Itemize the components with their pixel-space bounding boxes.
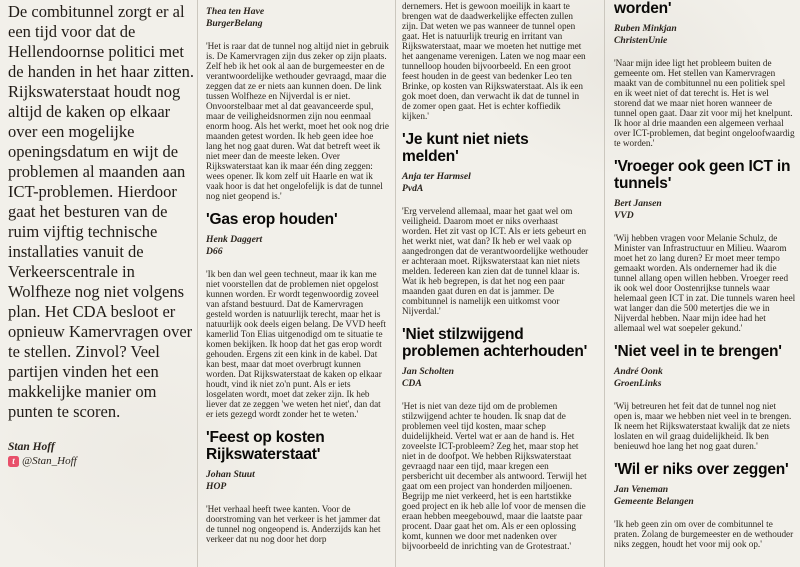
quote-body: 'Het is raar dat de tunnel nog altijd niet in gebruik is. De Kamervragen zijn dus zeker op zijn plaats. Zelf heb ik het ook al aan de burgemeester en de verantwoordelijke wethouder gevraagd, maar die zeggen dat ze er niets aan kunnen doen. De link tussen Wolfheze en Nijverdal is er niet. Onvoorstelbaar met al dat geavanceerde spul, maar de veiligheidsnormen zijn nou eenmaal enorm hoog. Als het werkt, moet het ook nog drie maanden getest worden. Ik heb geen idee hoe lang het nog gaat duren. Wat dat betreft weet ik niet meer dan de meeste leken. Over Rijkswaterstaat kan ik maar één ding zeggen: wees opener. Ik kom zelf uit Haarle en wat ik vaak hoor is dat het ongelofelijk is dat de tunnel nog niet geopend is.' [206, 41, 389, 201]
quote-attribution [206, 6, 390, 29]
quote-body: 'Het is niet van deze tijd om de problemen stilzwijgend achter te houden. Ik snap dat de problemen veel tijd kosten, maar schep duidelijkheid. Vertel wat er aan de hand is. Het zoveelste ICT-probleem? Zeg het, maar stop het niet in de doofpot. We hebben Rijkswaterstaat gevraagd naar een tijd, maar kregen een persbericht uit december als antwoord. Terwijl het gaat om een project van honderden miljoenen. Begrijp me niet verkeerd, het is een hartstikke goed project en ik heb alle lof voor de mensen die eraan hebben meegebouwd, maar die laatste paar procent. Daar gaat het om. Als er een oplossing komt, kunnen we door met nadenken over bijvoorbeeld de inrichting van de Grotestraat.' [402, 401, 587, 551]
column-burgerbelang [206, 0, 390, 544]
byline [8, 440, 194, 468]
column-right [614, 0, 796, 549]
quote-attribution [614, 484, 796, 507]
party-label: HOP [206, 480, 227, 492]
politician-name: André Oonk [614, 366, 663, 377]
twitter-icon: t [8, 456, 19, 467]
quote-attribution [402, 366, 589, 389]
quote-attribution [402, 171, 589, 194]
party-label: CDA [402, 377, 422, 389]
intro-paragraph: De combitunnel zorgt er al een tijd voor dat de Hellendoornse politici met de handen in het haar zitten. Rijkswaterstaat houdt nog altijd de kaken op elkaar over een mogelijke openingsdatum en wijt de problemen al maanden aan ICT-problemen. Hierdoor gaat het besturen van de ruim vijftig technische installaties vanuit de Verkeerscentrale in Wolfheze nog niet volgens plan. Het CDA besloot er opnieuw Kamervragen over te stellen. Zinvol? Veel partijen vinden het een makkelijke manier om punten te scoren. [8, 2, 195, 421]
party-label: GroenLinks [614, 377, 662, 389]
quote-body: 'Wij betreuren het feit dat de tunnel nog niet open is, maar we hebben niet veel in te brengen. Ik neem het Rijkswaterstaat kwalijk dat ze niets loslaten en wil graag duidelijkheid. Ik ben benieuwd hoe lang het nog gaat duren.' [614, 401, 792, 451]
quote-headline: 'Niet veel in te brengen' [614, 343, 782, 360]
quote-attribution [206, 234, 390, 257]
quote-body: 'Naar mijn idee ligt het probleem buiten de gemeente om. Het stellen van Kamervragen maakt van de combitunnel nu een politiek spel en ik weet niet of dat terecht is. Het is wel storend dat we maar niet horen wanneer de tunnel open gaat. Daar zit voor mij het knelpunt. Ik hoor al drie maanden een algemeen verhaal over ICT-problemen, dat begint ongeloofwaardig te worden.' [614, 58, 795, 148]
party-label: D66 [206, 245, 223, 257]
party-label: ChristenUnie [614, 34, 668, 46]
quote-headline: 'Feest op kosten Rijkswaterstaat' [206, 429, 325, 463]
politician-name: Thea ten Have [206, 6, 265, 17]
author-twitter [8, 454, 194, 468]
politician-name: Jan Veneman [614, 484, 669, 495]
column-divider [604, 0, 605, 567]
quote-body: 'Wij hebben vragen voor Melanie Schulz, de Minister van Infrastructuur en Milieu. Waarom moet het zo lang duren? Er moet meer tempo gemaakt worden. Als ondernemer had ik die tunnel allang open willen hebben. Vroeger reed ik ook wel door Oostenrijkse tunnels waar helemaal geen ICT in zat. Die tunnels waren heel wat langer dan die 500 metertjes die we in Nijverdal hebben. Naar mijn idee had het allemaal wel wat soepeler gekund.' [614, 233, 796, 333]
twitter-handle: @Stan_Hoff [22, 455, 77, 467]
quote-attribution [614, 23, 796, 46]
intro-column [8, 2, 194, 468]
quote-attribution [614, 366, 796, 389]
quote-headline: 'Vroeger ook geen ICT in tunnels' [614, 158, 791, 192]
politician-name: Bert Jansen [614, 198, 662, 209]
politician-name: Jan Scholten [402, 366, 454, 377]
quote-body: 'Ik heb geen zin om over de combitunnel te praten. Zolang de burgemeester en de wethouder niks zeggen, houdt het voor mij ook op.' [614, 519, 794, 549]
party-label: VVD [614, 209, 634, 221]
party-label: Gemeente Belangen [614, 495, 694, 507]
quote-attribution [614, 198, 796, 221]
quote-headline-fragment: worden' [614, 0, 672, 17]
quote-body: 'Erg vervelend allemaal, maar het gaat wel om veiligheid. Daarom moet er niks overhaast worden. Het zit vast op ICT. Als er iets gebeurt en het werkt niet, wat dan? Ik heb er wel vaak op aangedrongen dat de verantwoordelijke wethouder er achteraan moet. Rijkswaterstaat kan niet niets melden. Iedereen kan zien dat de tunnel klaar is. Wat ik heb begrepen, is dat het nog een paar maanden gaat duren en dat is jammer. De combitunnel is namelijk een uitkomst voor Nijverdal.' [402, 206, 589, 316]
quote-headline: 'Wil er niks over zeggen' [614, 461, 789, 478]
quote-attribution [206, 469, 390, 492]
quote-headline: 'Niet stilzwijgend problemen achterhouden' [402, 326, 588, 360]
quote-body: 'Ik ben dan wel geen techneut, maar ik kan me niet voorstellen dat de problemen niet opgelost kunnen worden. Er wordt tegenwoordig zoveel van afstand bestuurd. Dat de Kamervragen gesteld worden is natuurlijk terecht, maar het is natuurlijk ook deels eigen belang. De VVD heeft kamerlid Ton Elias uitgenodigd om te situatie te komen bekijken. Ik hoop dat het gas erop wordt gehouden. Ergens zit een kink in de kabel. Dat kan best, maar dat moet overbrugt kunnen worden. Dat Rijkswaterstaat de kaken op elkaar houdt, vind ik niet zo'n punt. Als er iets losgelaten wordt, moet dat zeker zijn. Ik heb liever dat ze zeggen 'we weten het niet', dan dat er iets gezegd wordt zonder het te weten.' [206, 269, 386, 419]
column-divider [395, 0, 396, 567]
quote-headline: 'Je kunt niet niets melden' [402, 131, 529, 165]
column-divider [197, 0, 198, 567]
politician-name: Henk Daggert [206, 234, 263, 245]
quote-body-continued: dernemers. Het is gewoon moeilijk in kaart te brengen wat de daadwerkelijke effecten zullen zijn. Dat weten we pas wanneer de tunnel open gaat. Het is natuurlijk treurig en irritant van Rijkswaterstaat, maar we moeten het nuttige met het aangename verenigen. Laten we nog maar een tunnelloop houden bijvoorbeeld. En een groot feest houden in de geest van bedenker Leo ten Brinke, op kosten van Rijkswaterstaat. Als ik een gok moet doen, dan verwacht ik dat de tunnel in de zomer open gaat. Het is echter koffiedik kijken.' [402, 1, 586, 121]
quote-body: 'Het verhaal heeft twee kanten. Voor de doorstroming van het verkeer is het jammer dat de tunnel nog ongeopend is. Anderzijds kan het verkeer dat nu nog door het dorp [206, 504, 381, 544]
politician-name: Johan Stuut [206, 469, 255, 480]
party-label: BurgerBelang [206, 17, 263, 29]
politician-name: Ruben Minkjan [614, 23, 677, 34]
politician-name: Anja ter Harmsel [402, 171, 471, 182]
party-label: PvdA [402, 182, 424, 194]
author-name: Stan Hoff [8, 441, 55, 453]
quote-headline: 'Gas erop houden' [206, 211, 338, 228]
column-middle [402, 0, 589, 551]
